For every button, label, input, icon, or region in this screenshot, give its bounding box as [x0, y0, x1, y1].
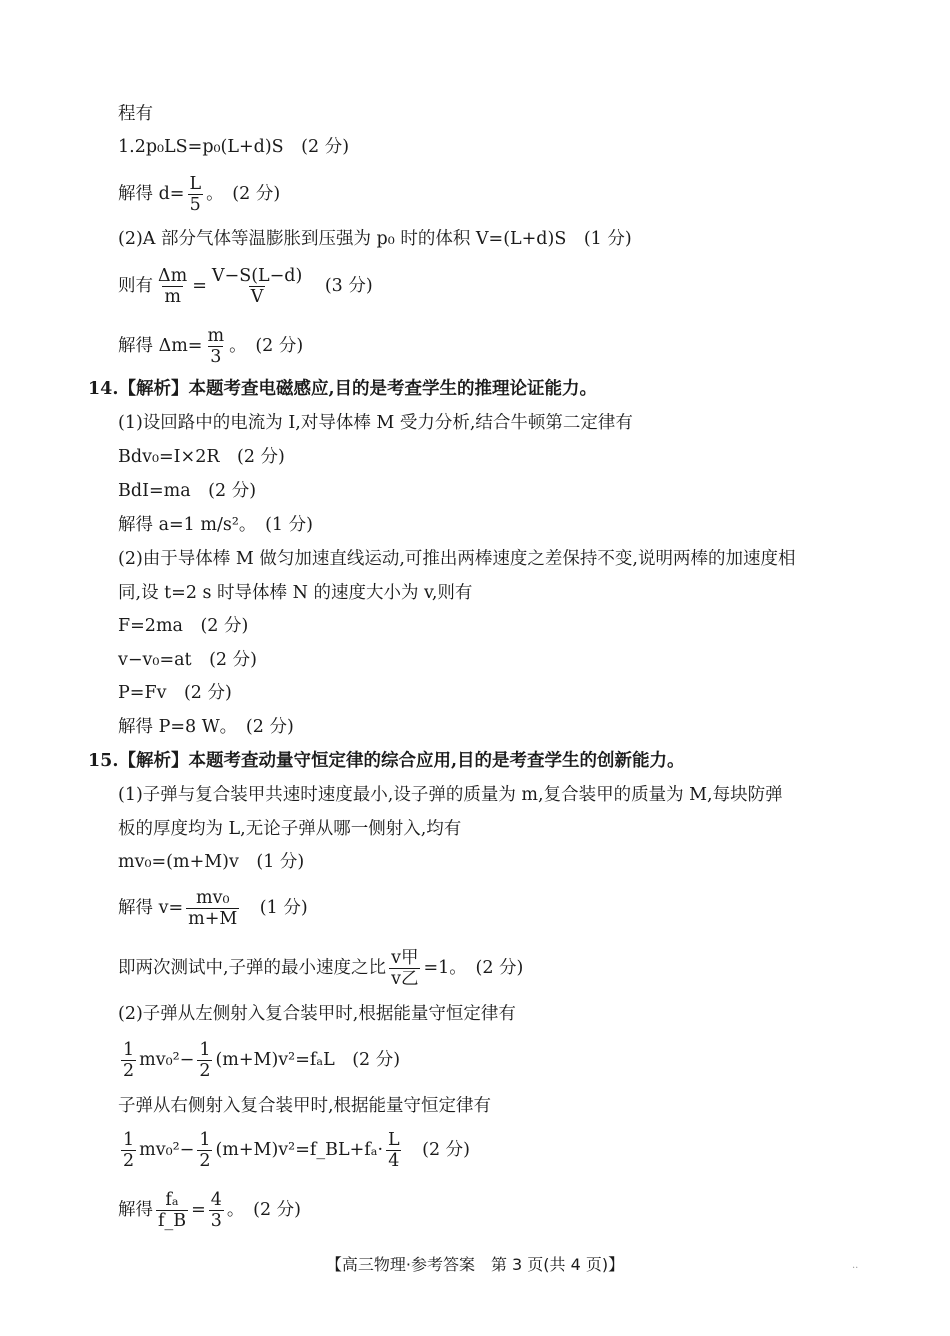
- equation-line: [118, 266, 373, 307]
- denominator: 3: [210, 347, 222, 367]
- text-line: (2)由于导体棒 M 做匀加速直线运动,可推出两棒速度之差保持不变,说明两棒的加速度相: [118, 549, 796, 569]
- equation-line: BdI=ma (2 分): [118, 481, 257, 501]
- denominator: V: [250, 287, 264, 307]
- text: mv₀²−: [139, 1140, 195, 1160]
- equation-line: 解得 P=8 W。 (2 分): [118, 717, 294, 737]
- equation-line: [118, 1130, 470, 1171]
- fraction: [187, 174, 203, 215]
- fraction: [197, 1040, 212, 1081]
- fraction: [210, 266, 304, 307]
- text-line: (2)子弹从左侧射入复合装甲时,根据能量守恒定律有: [118, 1004, 516, 1024]
- text: (1 分): [242, 898, 308, 918]
- text: (m+M)v²=fₐL (2 分): [215, 1050, 401, 1070]
- equation-line: [118, 1190, 301, 1231]
- numerator: 4: [210, 1190, 222, 1210]
- numerator: 1: [199, 1040, 211, 1060]
- numerator: L: [388, 1130, 400, 1150]
- text-line: (1)子弹与复合装甲共速时速度最小,设子弹的质量为 m,复合装甲的质量为 M,每块防弹: [118, 785, 783, 805]
- question-14-heading: 14.【解析】本题考查电磁感应,目的是考查学生的推理论证能力。: [88, 379, 598, 399]
- equation-line: [118, 948, 523, 989]
- question-15-heading: 15.【解析】本题考查动量守恒定律的综合应用,目的是考查学生的创新能力。: [88, 751, 685, 771]
- denominator: 4: [388, 1151, 400, 1171]
- page-footer: 【高三物理·参考答案 第 3 页(共 4 页)】: [325, 1255, 625, 1274]
- text: 解得 v=: [118, 898, 184, 918]
- text: 则有: [118, 276, 153, 296]
- numerator: L: [189, 174, 202, 194]
- equation-line: 1.2p₀LS=p₀(L+d)S (2 分): [118, 137, 350, 157]
- text: 解得: [118, 1200, 153, 1220]
- text: 解得 d=: [118, 184, 185, 204]
- text: (3 分): [307, 276, 373, 296]
- fraction: [121, 1040, 136, 1081]
- text-line: (2)A 部分气体等温膨胀到压强为 p₀ 时的体积 V=(L+d)S (1 分): [118, 229, 632, 249]
- denominator: 3: [210, 1211, 222, 1231]
- fraction: [389, 948, 420, 989]
- denominator: 5: [189, 195, 201, 215]
- text: 。 (2 分): [229, 336, 304, 356]
- numerator: fₐ: [165, 1190, 179, 1210]
- text: 。 (2 分): [226, 1200, 302, 1220]
- text: 解得 Δm=: [118, 336, 203, 356]
- text-line: 子弹从右侧射入复合装甲时,根据能量守恒定律有: [118, 1096, 492, 1116]
- numerator: 1: [123, 1040, 135, 1060]
- denominator: m: [164, 287, 181, 307]
- numerator: Δm: [158, 266, 188, 286]
- equation-line: mv₀=(m+M)v (1 分): [118, 852, 305, 872]
- numerator: 1: [123, 1130, 135, 1150]
- equation-line: Bdv₀=I×2R (2 分): [118, 447, 285, 467]
- text: =: [191, 1200, 206, 1220]
- fraction: [205, 326, 226, 367]
- denominator: 2: [199, 1061, 211, 1081]
- equation-line: [118, 174, 280, 215]
- equation-line: 解得 a=1 m/s²。 (1 分): [118, 515, 313, 535]
- denominator: m+M: [188, 909, 238, 929]
- fraction: [121, 1130, 136, 1171]
- fraction: [209, 1190, 224, 1231]
- text: 。 (2 分): [206, 184, 281, 204]
- denominator: 2: [123, 1061, 135, 1081]
- equation-line: v−v₀=at (2 分): [118, 650, 257, 670]
- text: mv₀²−: [139, 1050, 195, 1070]
- numerator: 1: [199, 1130, 211, 1150]
- text-line: 程有: [118, 104, 153, 124]
- fraction: [186, 888, 239, 929]
- text: 即两次测试中,子弹的最小速度之比: [118, 958, 387, 978]
- corner-dots: ..: [852, 1260, 859, 1271]
- fraction: [156, 1190, 188, 1231]
- equation-line: [118, 326, 303, 367]
- numerator: m: [207, 326, 225, 346]
- fraction: [386, 1130, 402, 1171]
- numerator: V−S(L−d): [211, 266, 303, 286]
- fraction: [156, 266, 189, 307]
- equation-line: [118, 1040, 400, 1081]
- numerator: v甲: [391, 948, 419, 968]
- denominator: 2: [199, 1151, 211, 1171]
- text-line: 同,设 t=2 s 时导体棒 N 的速度大小为 v,则有: [118, 583, 473, 603]
- text-line: 板的厚度均为 L,无论子弹从哪一侧射入,均有: [118, 819, 462, 839]
- text: =: [192, 276, 207, 296]
- equation-line: [118, 888, 308, 929]
- equation-line: F=2ma (2 分): [118, 616, 249, 636]
- equation-line: P=Fv (2 分): [118, 683, 232, 703]
- text-line: (1)设回路中的电流为 I,对导体棒 M 受力分析,结合牛顿第二定律有: [118, 413, 633, 433]
- denominator: 2: [123, 1151, 135, 1171]
- text: (m+M)v²=f_BL+fₐ·: [215, 1140, 384, 1160]
- denominator: v乙: [391, 969, 419, 989]
- fraction: [197, 1130, 212, 1171]
- text: (2 分): [404, 1140, 471, 1160]
- denominator: f_B: [158, 1211, 187, 1231]
- text: =1。 (2 分): [423, 958, 524, 978]
- numerator: mv₀: [195, 888, 230, 908]
